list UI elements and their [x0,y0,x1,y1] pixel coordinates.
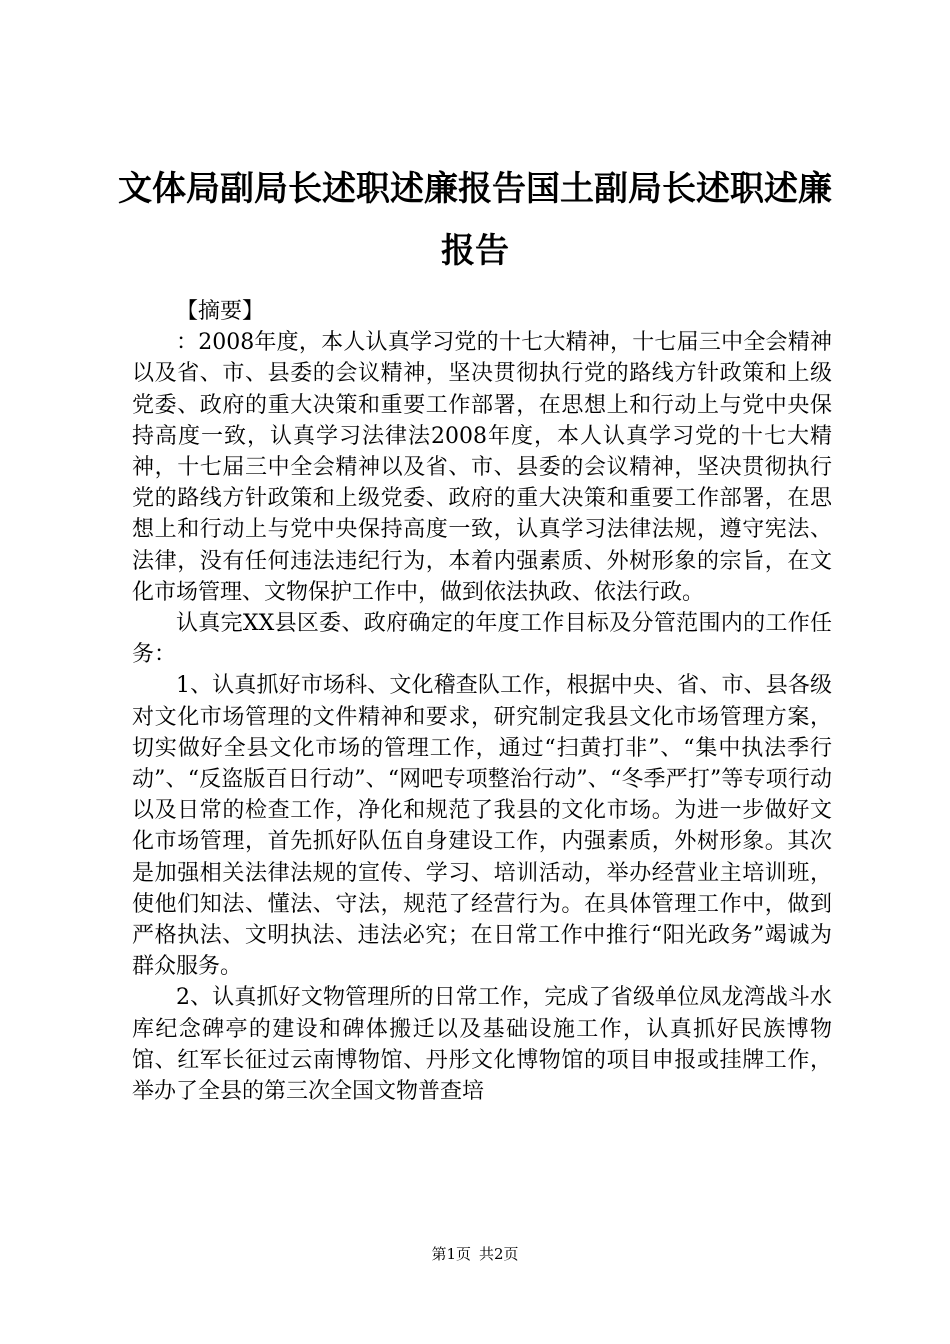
document-title: 文体局副局长述职述廉报告国土副局长述职述廉报告 [118,169,832,271]
abstract-heading: 【摘要】 [176,299,265,324]
paragraph-item-1: 1、认真抓好市场科、文化稽查队工作，根据中央、省、市、县各级对文化市场管理的文件精神和要求，研究制定我县文化市场管理方案，切实做好全县文化市场的管理工作，通过“扫黄打非”、“集中执法季行动”、“反盗版百日行动”、“网吧专项整治行动”、“冬季严打”等专项行动以及日常的检查工作，净化和规范了我县的文化市场。为进一步做好文化市场管理，首先抓好队伍自身建设工作，内强素质，外树形象。其次是加强相关法律法规的宣传、学习、培训活动，举办经营业主培训班，使他们知法、懂法、守法，规范了经营行为。在具体管理工作中，做到严格执法、文明执法、违法必究；在日常工作中推行“阳光政务”竭诚为群众服务。 [132,673,832,980]
page-total: 共2页 [479,1245,519,1263]
paragraph-tasks-intro: 认真完XX县区委、政府确定的年度工作目标及分管范围内的工作任务： [132,611,832,668]
page-number: 第1页 [431,1245,471,1263]
document-body [132,296,832,1107]
paragraph-item-2: 2、认真抓好文物管理所的日常工作，完成了省级单位凤龙湾战斗水库纪念碑亭的建设和碑体搬迁以及基础设施工作，认真抓好民族博物馆、红军长征过云南博物馆、丹彤文化博物馆的项目申报或挂牌工作，举办了全县的第三次全国文物普查培 [132,985,832,1105]
paragraph-abstract: ：2008年度，本人认真学习党的十七大精神，十七届三中全会精神以及省、市、县委的会议精神，坚决贯彻执行党的路线方针政策和上级党委、政府的重大决策和重要工作部署，在思想上和行动上与党中央保持高度一致，认真学习法律法2008年度，本人认真学习党的十七大精神，十七届三中全会精神以及省、市、县委的会议精神，坚决贯彻执行党的路线方针政策和上级党委、政府的重大决策和重要工作部署，在思想上和行动上与党中央保持高度一致，认真学习法律法规，遵守宪法、法律，没有任何违法违纪行为，本着内强素质、外树形象的宗旨，在文化市场管理、文物保护工作中，做到依法执政、依法行政。 [132,330,832,605]
page-footer [0,1244,950,1264]
